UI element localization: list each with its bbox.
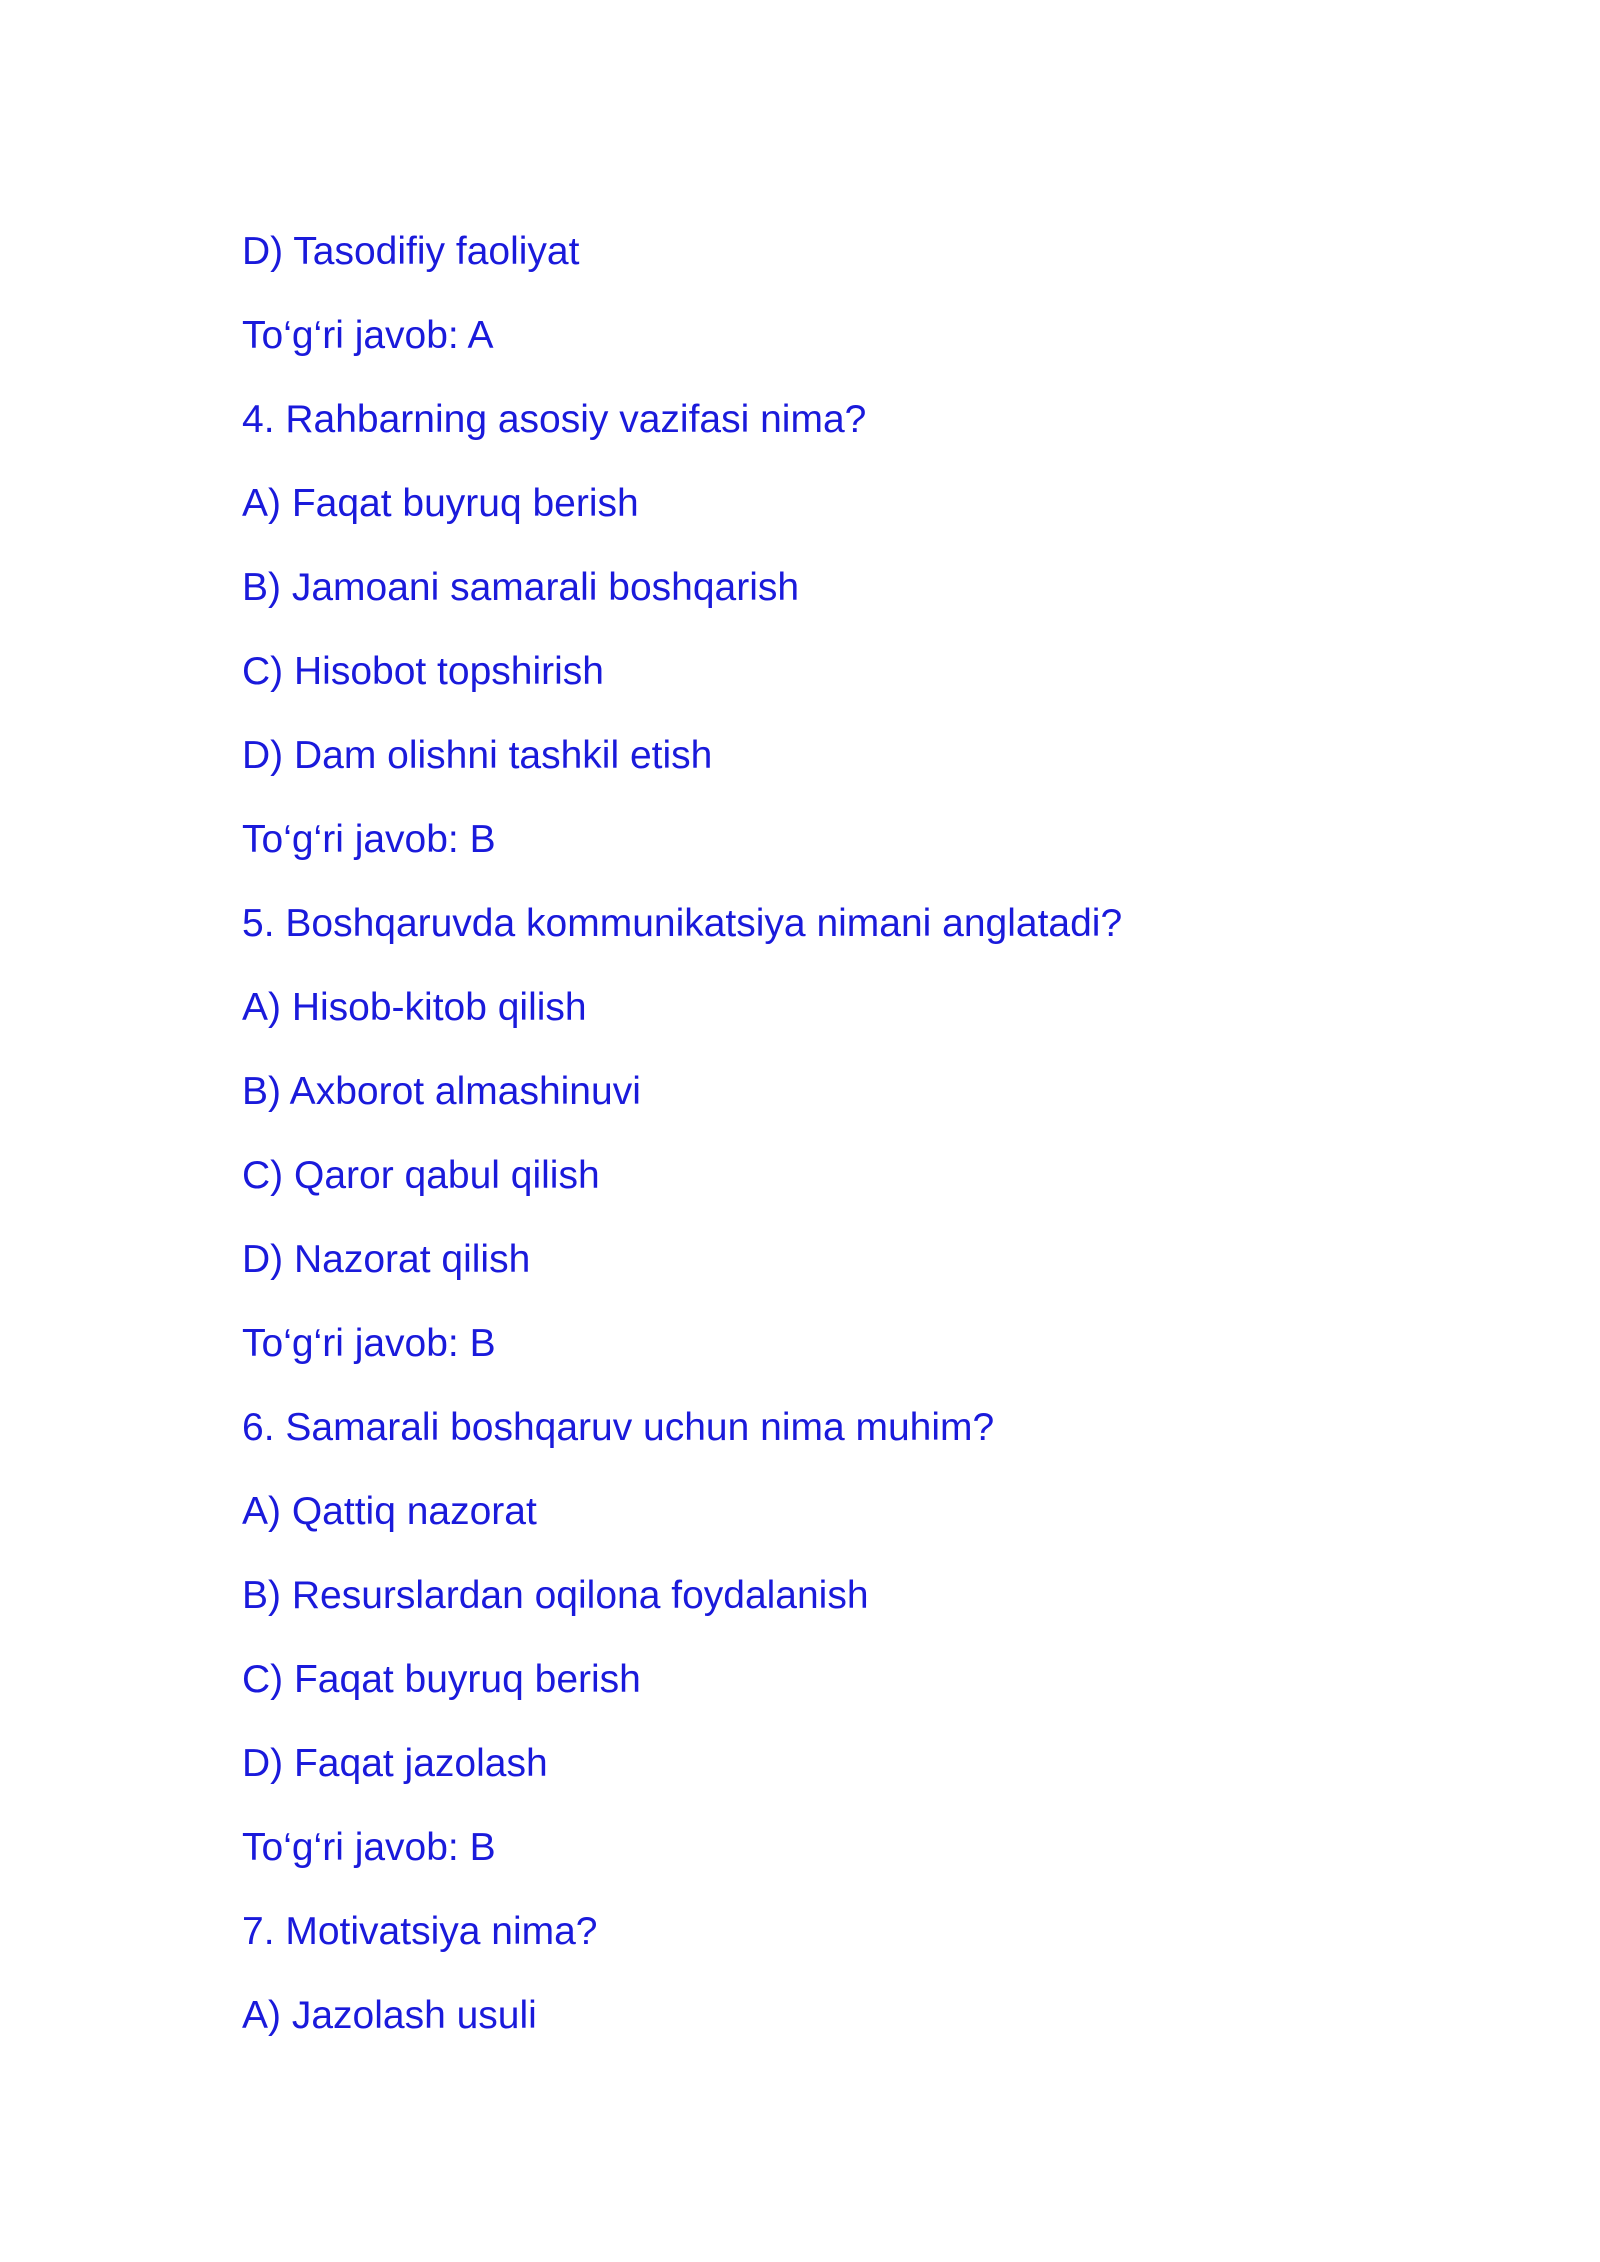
answer-option: C) Qaror qabul qilish: [242, 1154, 600, 1197]
question: 6. Samarali boshqaruv uchun nima muhim?: [242, 1406, 995, 1449]
answer-option: A) Qattiq nazorat: [242, 1490, 537, 1533]
answer-option: D) Tasodifiy faoliyat: [242, 230, 580, 273]
question: 5. Boshqaruvda kommunikatsiya nimani anglatadi?: [242, 902, 1123, 945]
question: 7. Motivatsiya nima?: [242, 1910, 598, 1953]
correct-answer: To‘g‘ri javob: A: [242, 314, 494, 357]
answer-option: D) Faqat jazolash: [242, 1742, 548, 1785]
correct-answer: To‘g‘ri javob: B: [242, 1322, 496, 1365]
answer-option: D) Nazorat qilish: [242, 1238, 531, 1281]
correct-answer: To‘g‘ri javob: B: [242, 1826, 496, 1869]
quiz-content: [242, 220, 1442, 2068]
answer-option: A) Jazolash usuli: [242, 1994, 537, 2037]
correct-answer: To‘g‘ri javob: B: [242, 818, 496, 861]
answer-option: C) Hisobot topshirish: [242, 650, 604, 693]
answer-option: D) Dam olishni tashkil etish: [242, 734, 713, 777]
question: 4. Rahbarning asosiy vazifasi nima?: [242, 398, 867, 441]
answer-option: B) Resurslardan oqilona foydalanish: [242, 1574, 869, 1617]
answer-option: B) Jamoani samarali boshqarish: [242, 566, 800, 609]
answer-option: A) Faqat buyruq berish: [242, 482, 639, 525]
answer-option: B) Axborot almashinuvi: [242, 1070, 641, 1113]
answer-option: A) Hisob-kitob qilish: [242, 986, 587, 1029]
answer-option: C) Faqat buyruq berish: [242, 1658, 641, 1701]
